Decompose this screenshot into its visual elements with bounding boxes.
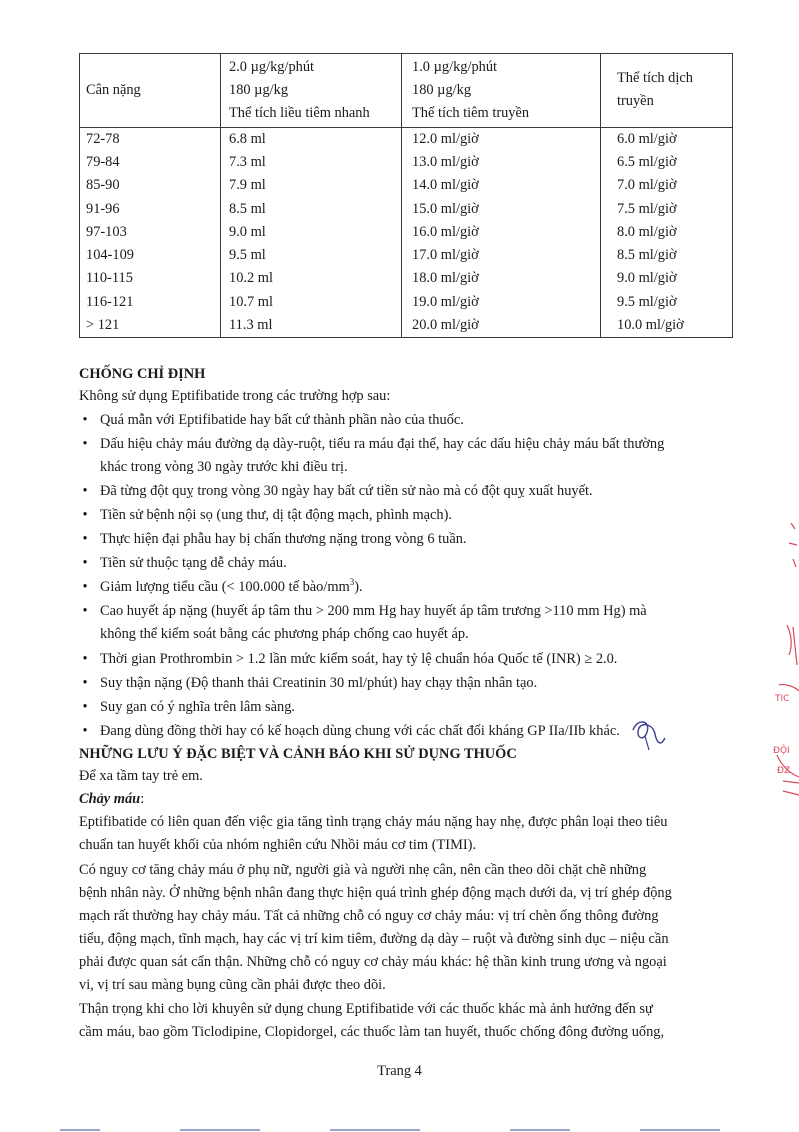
keep-away-text: Để xa tầm tay trẻ em.: [79, 768, 203, 784]
paragraph-line: tiểu, động mạch, tĩnh mạch, hay các vị trí kim tiêm, đường dạ dày – ruột và đường sinh dục – niệu cần: [79, 931, 669, 947]
table-row: [80, 221, 733, 244]
list-item-text: [100, 577, 363, 597]
table-row: [80, 314, 733, 338]
header-infusion-line: Thể tích tiêm truyền: [412, 104, 530, 121]
bullet-icon: •: [82, 579, 88, 595]
header-infusion-line: 180 µg/kg: [412, 81, 472, 98]
list-item-text-part: Giảm lượng tiểu cầu (< 100.000 tế bào/mm: [100, 579, 350, 595]
contraindications-heading: CHỐNG CHỈ ĐỊNH: [79, 366, 206, 382]
cell-infusion: 12.0 ml/giờ: [402, 127, 601, 151]
list-item-text: Suy thận nặng (Độ thanh thải Creatinin 30 ml/phút) hay chạy thận nhân tạo.: [100, 675, 538, 691]
contraindications-intro: Không sử dụng Eptifibatide trong các trường hợp sau:: [79, 388, 391, 404]
table-header-row: [80, 54, 733, 128]
paragraph-line: vi, vị trí sau màng bụng cũng cần phải được theo dõi.: [79, 977, 386, 993]
svg-text:ĐZ: ĐZ: [777, 766, 791, 776]
warnings-heading: NHỮNG LƯU Ý ĐẶC BIỆT VÀ CẢNH BÁO KHI SỬ DỤNG THUỐC: [79, 746, 517, 762]
list-item-text: Đã từng đột quỵ trong vòng 30 ngày hay bất cứ tiền sử nào mà có đột quỵ xuất huyết.: [100, 483, 593, 499]
paragraph-line: mạch rất thường hay chảy máu. Tất cả những chỗ có nguy cơ chảy máu: vị trí chèn ống thông đường: [79, 908, 659, 924]
cell-bolus: 6.8 ml: [221, 127, 402, 151]
svg-text:TIC: TIC: [775, 694, 790, 704]
cell-infusion: 14.0 ml/giờ: [402, 174, 601, 197]
header-bolus-line: 180 µg/kg: [229, 81, 289, 98]
bullet-icon: •: [82, 483, 88, 499]
cell-volume: 9.5 ml/giờ: [601, 290, 733, 313]
paragraph-line: phải được quan sát cẩn thận. Những chỗ có nguy cơ chảy máu khác: hệ thần kinh trung ương và ngoại: [79, 954, 667, 970]
bullet-icon: •: [82, 603, 88, 619]
header-bolus: [221, 54, 402, 128]
table-row: [80, 290, 733, 313]
cell-weight: 104-109: [80, 244, 221, 267]
cell-infusion: 19.0 ml/giờ: [402, 290, 601, 313]
bleeding-subheading: [79, 789, 144, 809]
cell-bolus: 10.2 ml: [221, 267, 402, 290]
cell-volume: 7.0 ml/giờ: [601, 174, 733, 197]
list-item-text: Đang dùng đồng thời hay có kế hoạch dùng chung với các chất đối kháng GP IIa/IIb khác.: [100, 723, 620, 739]
cell-infusion: 16.0 ml/giờ: [402, 221, 601, 244]
table-row: [80, 127, 733, 151]
paragraph-line: cầm máu, bao gồm Ticlodipine, Clopidorgel, các thuốc làm tan huyết, thuốc chống đông đường uống,: [79, 1024, 665, 1040]
cell-volume: 6.0 ml/giờ: [601, 127, 733, 151]
cell-infusion: 13.0 ml/giờ: [402, 151, 601, 174]
list-item-text: Thời gian Prothrombin > 1.2 lần mức kiểm soát, hay tỷ lệ chuẩn hóa Quốc tế (INR) ≥ 2.0.: [100, 651, 618, 667]
bullet-icon: •: [82, 436, 88, 452]
header-bolus-line: 2.0 µg/kg/phút: [229, 58, 315, 75]
header-weight: Cân nặng: [80, 54, 221, 128]
cell-volume: 7.5 ml/giờ: [601, 197, 733, 220]
cell-bolus: 7.3 ml: [221, 151, 402, 174]
list-item-text: Quá mẫn với Eptifibatide hay bất cứ thành phần nào của thuốc.: [100, 412, 464, 428]
svg-text:ĐỘI: ĐỘI: [773, 746, 790, 756]
handwritten-initials-icon: [627, 716, 669, 752]
cell-volume: 9.0 ml/giờ: [601, 267, 733, 290]
cell-weight: 79-84: [80, 151, 221, 174]
table-row: [80, 244, 733, 267]
scan-marks: [0, 1126, 799, 1132]
cell-weight: 97-103: [80, 221, 221, 244]
list-item-text-part: ).: [354, 579, 363, 595]
bullet-icon: •: [82, 699, 88, 715]
paragraph-line: Thận trọng khi cho lời khuyên sử dụng chung Eptifibatide với các thuốc khác mà ảnh hưởng đến sự: [79, 1001, 653, 1017]
paragraph-line: Có nguy cơ tăng chảy máu ở phụ nữ, người già và người nhẹ cân, nên cần theo dõi chặt chẽ những: [79, 862, 647, 878]
cell-weight: 110-115: [80, 267, 221, 290]
stamp-fragment-icon: [769, 515, 799, 805]
bleeding-title: Chảy máu: [79, 791, 141, 807]
paragraph-line: chuẩn tan huyết khối của nhóm nghiên cứu Nhồi máu cơ tim (TIMI).: [79, 837, 477, 853]
bullet-icon: •: [82, 555, 88, 571]
cell-infusion: 20.0 ml/giờ: [402, 314, 601, 338]
table-row: [80, 174, 733, 197]
cell-weight: 72-78: [80, 127, 221, 151]
cell-weight: 85-90: [80, 174, 221, 197]
cell-infusion: 17.0 ml/giờ: [402, 244, 601, 267]
paragraph-line: Eptifibatide có liên quan đến việc gia tăng tình trạng chảy máu nặng hay nhẹ, được phân loại theo tiêu: [79, 814, 668, 830]
cell-volume: 10.0 ml/giờ: [601, 314, 733, 338]
cell-bolus: 11.3 ml: [221, 314, 402, 338]
table-row: [80, 197, 733, 220]
cell-weight: 91-96: [80, 197, 221, 220]
list-item-text: Tiền sử thuộc tạng dễ chảy máu.: [100, 555, 287, 571]
header-infusion: [402, 54, 601, 128]
list-item-text: Tiền sử bệnh nội sọ (ung thư, dị tật động mạch, phình mạch).: [100, 507, 453, 523]
cell-weight: 116-121: [80, 290, 221, 313]
bullet-icon: •: [82, 723, 88, 739]
list-item-text: không thể kiểm soát bằng các phương pháp chống cao huyết áp.: [100, 626, 469, 642]
bullet-icon: •: [82, 531, 88, 547]
superscript: 3: [349, 577, 355, 588]
dosing-table: [79, 53, 733, 338]
paragraph-line: bệnh nhân này. Ở những bệnh nhân đang thực hiện quá trình ghép động mạch dưới da, vị trí ghép động: [79, 885, 672, 901]
header-infusion-line: 1.0 µg/kg/phút: [412, 58, 498, 75]
cell-weight: > 121: [80, 314, 221, 338]
table-row: [80, 151, 733, 174]
list-item-text: Thực hiện đại phẫu hay bị chấn thương nặng trong vòng 6 tuần.: [100, 531, 467, 547]
cell-bolus: 7.9 ml: [221, 174, 402, 197]
cell-volume: 8.5 ml/giờ: [601, 244, 733, 267]
list-item-text: Cao huyết áp nặng (huyết áp tâm thu > 200 mm Hg hay huyết áp tâm trương >110 mm Hg) mà: [100, 603, 647, 619]
cell-infusion: 18.0 ml/giờ: [402, 267, 601, 290]
bleeding-colon: :: [140, 791, 145, 807]
header-volume: Thể tích dịch truyền: [601, 54, 733, 128]
bullet-icon: •: [82, 675, 88, 691]
header-bolus-line: Thể tích liều tiêm nhanh: [229, 104, 370, 121]
cell-infusion: 15.0 ml/giờ: [402, 197, 601, 220]
bullet-icon: •: [82, 412, 88, 428]
list-item-text: khác trong vòng 30 ngày trước khi điều trị.: [100, 459, 348, 475]
cell-volume: 8.0 ml/giờ: [601, 221, 733, 244]
bullet-icon: •: [82, 507, 88, 523]
list-item-text: Dấu hiệu chảy máu đường dạ dày-ruột, tiểu ra máu đại thể, hay các dấu hiệu chảy máu bất thường: [100, 436, 665, 452]
cell-bolus: 9.5 ml: [221, 244, 402, 267]
table-row: [80, 267, 733, 290]
cell-volume: 6.5 ml/giờ: [601, 151, 733, 174]
list-item-text: Suy gan có ý nghĩa trên lâm sàng.: [100, 699, 296, 715]
cell-bolus: 8.5 ml: [221, 197, 402, 220]
page-number: Trang 4: [377, 1063, 422, 1079]
bullet-icon: •: [82, 651, 88, 667]
cell-bolus: 9.0 ml: [221, 221, 402, 244]
cell-bolus: 10.7 ml: [221, 290, 402, 313]
